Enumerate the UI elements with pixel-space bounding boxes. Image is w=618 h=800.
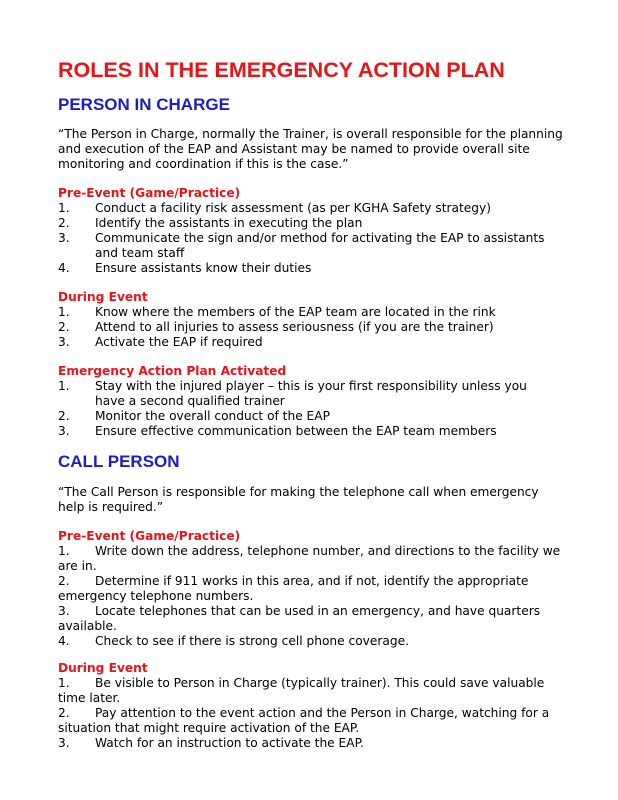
pic-eap-activated-list [58, 379, 578, 439]
list-item: 2. Attend to all injuries to assess seriousness (if you are the trainer) [58, 320, 494, 334]
list-item: 2. Identify the assistants in executing the plan [58, 216, 363, 230]
call-person-intro: “The Call Person is responsible for making the telephone call when emergency help is required.” [58, 485, 539, 514]
list-item: 3. Ensure effective communication between the EAP team members [58, 424, 497, 438]
person-in-charge-intro: “The Person in Charge, normally the Trainer, is overall responsible for the planning and execution of the EAP and Assistant may be named to provide overall site monitoring and coordination if this is the case.” [58, 127, 563, 171]
pic-pre-event-list [58, 201, 578, 276]
list-item: 3. Locate telephones that can be used in an emergency, and have quarters available. [58, 604, 541, 633]
list-item: 3. Watch for an instruction to activate the EAP. [58, 736, 364, 750]
list-item: 1. Stay with the injured player – this is your first responsibility unless you have a second qualified trainer [58, 379, 527, 408]
list-item: 2. Pay attention to the event action and the Person in Charge, watching for a situation that might require activation of the EAP. [58, 706, 550, 735]
list-item: 2. Monitor the overall conduct of the EAP [58, 409, 330, 423]
cp-during-event-list [58, 676, 558, 751]
list-item: 1. Conduct a facility risk assessment (as per KGHA Safety strategy) [58, 201, 491, 215]
list-item: 2. Determine if 911 works in this area, and if not, identify the appropriate emergency telephone numbers. [58, 574, 529, 603]
list-item: 1. Write down the address, telephone number, and directions to the facility we are in. [58, 544, 561, 573]
cp-pre-event-list [58, 544, 568, 649]
pic-during-event-label: During Event [58, 290, 148, 304]
document-title: ROLES IN THE EMERGENCY ACTION PLAN [58, 58, 505, 82]
list-item: 4. Ensure assistants know their duties [58, 261, 312, 275]
list-item: 4. Check to see if there is strong cell phone coverage. [58, 634, 409, 648]
cp-during-event-label: During Event [58, 661, 148, 675]
section-heading-call-person: CALL PERSON [58, 452, 180, 471]
pic-during-event-list [58, 305, 578, 350]
pic-eap-activated-label: Emergency Action Plan Activated [58, 364, 287, 378]
list-item: 1. Know where the members of the EAP team are located in the rink [58, 305, 496, 319]
list-item: 3. Activate the EAP if required [58, 335, 263, 349]
pic-pre-event-label: Pre-Event (Game/Practice) [58, 186, 241, 200]
section-heading-person-in-charge: PERSON IN CHARGE [58, 95, 230, 114]
list-item: 3. Communicate the sign and/or method for activating the EAP to assistants and team staff [58, 231, 545, 260]
list-item: 1. Be visible to Person in Charge (typically trainer). This could save valuable time later. [58, 676, 545, 705]
cp-pre-event-label: Pre-Event (Game/Practice) [58, 529, 241, 543]
